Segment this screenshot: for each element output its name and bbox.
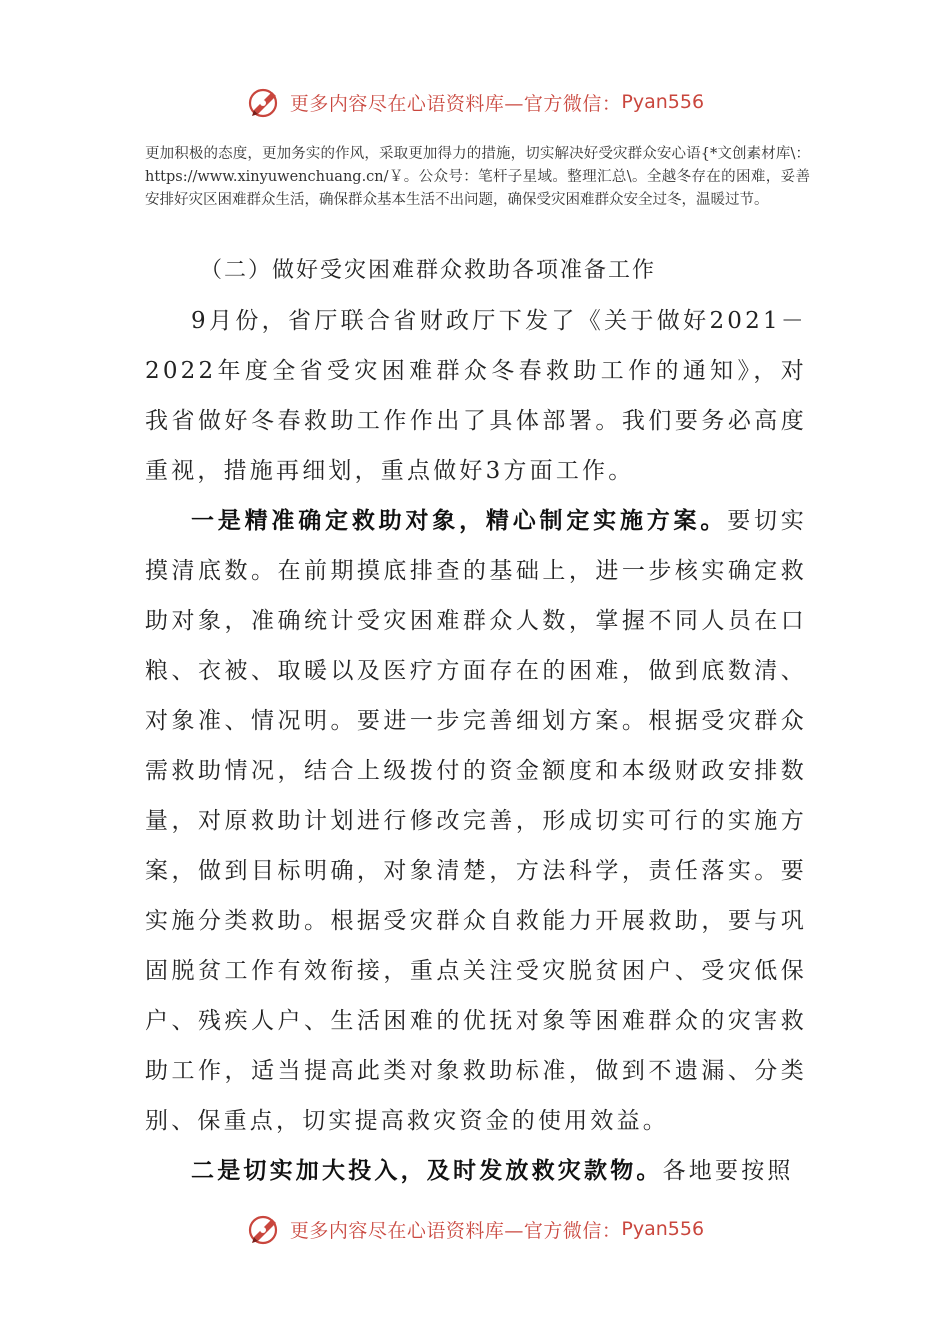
watermark-text: 更多内容尽在心语资料库—官方微信：: [289, 1219, 622, 1242]
header-watermark: [0, 82, 950, 122]
paragraph-3: [145, 1146, 807, 1196]
paragraph-2-text: 要切实摸清底数。在前期摸底排查的基础上，进一步核实确定救助对象，准确统计受灾困难群众人数，掌握不同人员在口粮、衣被、取暖以及医疗方面存在的困难，做到底数清、对象准、情况明。要进一步完善细划方案。根据受灾群众需救助情况，结合上级拨付的资金额度和本级财政安排数量，对原救助计划进行修改完善，形成切实可行的实施方案，做到目标明确，对象清楚，方法科学，责任落实。要实施分类救助。根据受灾群众自救能力开展救助，要与巩固脱贫工作有效衔接，重点关注受灾脱贫困户、受灾低保户、残疾人户、生活困难的优抚对象等困难群众的灾害救助工作，适当提高此类对象救助标准，做到不遗漏、分类别、保重点，切实提高救灾资金的使用效益。: [145, 508, 808, 1134]
pen-logo-icon: [246, 1211, 282, 1247]
watermark-wechat-id: Pyan556: [621, 91, 705, 113]
pen-logo-icon: [246, 84, 282, 120]
paragraph-2-lead: 一是精准确定救助对象，精心制定实施方案。: [191, 507, 728, 534]
paragraph-1: 9月份，省厅联合省财政厅下发了《关于做好2021－2022年度全省受灾困难群众冬春救助工作的通知》，对我省做好冬春救助工作作出了具体部署。我们要务必高度重视，措施再细划，重点做好3方面工作。: [145, 308, 807, 484]
paragraph-3-text: 各地要按照: [662, 1158, 794, 1184]
watermark-wechat-id: Pyan556: [621, 1218, 705, 1240]
footer-watermark: [0, 1209, 950, 1249]
paragraph-3-lead: 二是切实加大投入，及时发放救灾款物。: [191, 1157, 663, 1184]
paragraph-2: [145, 496, 807, 1146]
body-text: [145, 296, 807, 1196]
intro-paragraph: 更加积极的态度，更加务实的作风，采取更加得力的措施，切实解决好受灾群众安心语{*文创素材库\：https://www.xinyuwenchuang.cn/￥。公众号：笔杆子星域。整理汇总\。全越冬存在的困难，妥善安排好灾区困难群众生活，确保群众基本生活不出问题，确保受灾困难群众安全过冬，温暖过节。: [145, 146, 810, 208]
watermark-text: 更多内容尽在心语资料库—官方微信：: [289, 92, 622, 115]
section-heading: （二）做好受灾困难群众救助各项准备工作: [200, 258, 657, 283]
